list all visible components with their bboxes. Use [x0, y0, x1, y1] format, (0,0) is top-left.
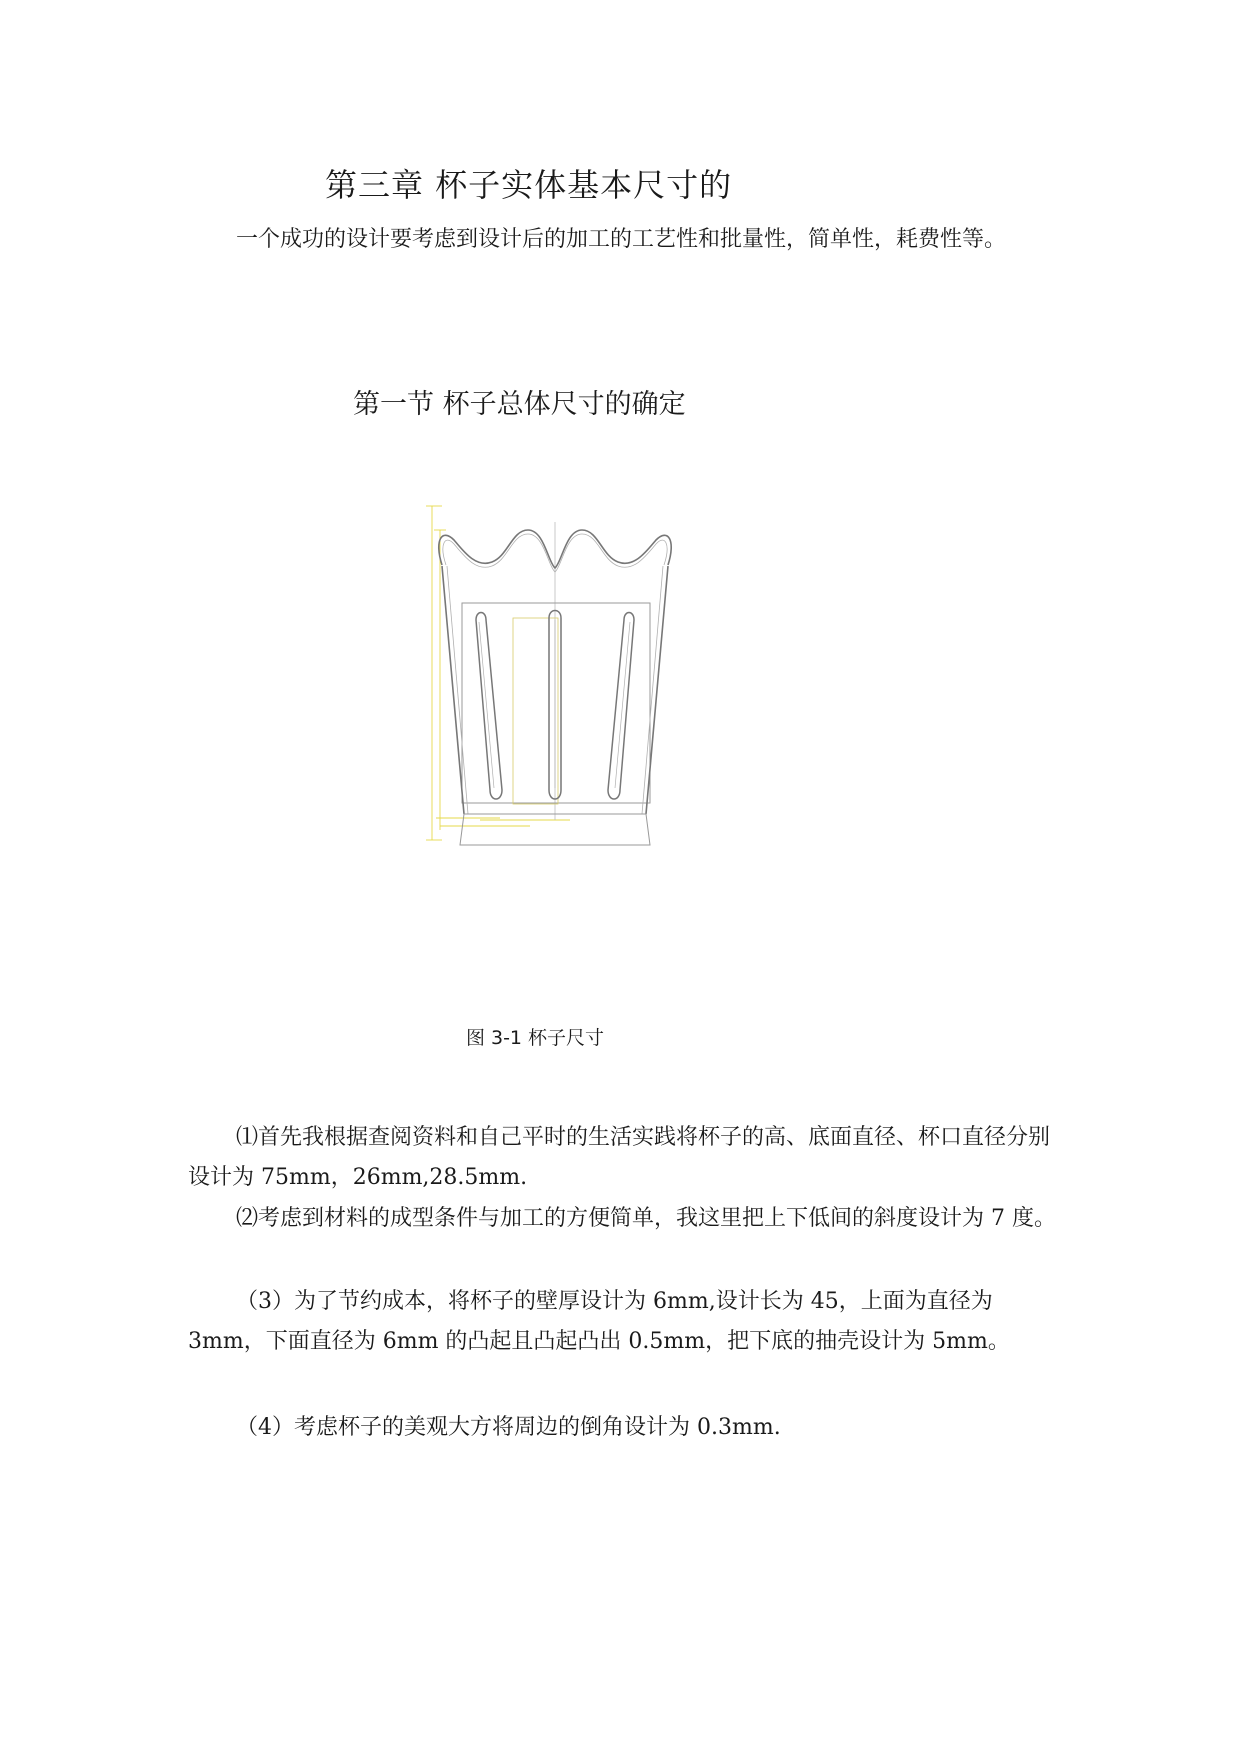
paragraph-3: （3）为了节约成本，将杯子的壁厚设计为 6mm,设计长为 45，上面为直径为 3mm，下面直径为 6mm 的凸起且凸起凸出 0.5mm，把下底的抽壳设计为 5mm。 — [188, 1289, 1010, 1354]
intro-paragraph: 一个成功的设计要考虑到设计后的加工的工艺性和批量性，简单性，耗费性等。 — [236, 227, 1007, 252]
section-title: 第一节 杯子总体尺寸的确定 — [353, 389, 686, 420]
paragraph-2: ⑵考虑到材料的成型条件与加工的方便简单，我这里把上下低间的斜度设计为 7 度。 — [236, 1206, 1056, 1231]
inner-rect-small — [513, 618, 558, 804]
rib-left — [476, 613, 502, 800]
cup-drawing — [420, 500, 690, 860]
paragraph-4: （4）考虑杯子的美观大方将周边的倒角设计为 0.3mm. — [236, 1415, 781, 1440]
paragraph-1: ⑴首先我根据查阅资料和自己平时的生活实践将杯子的高、底面直径、杯口直径分别设计为 75mm，26mm,28.5mm. — [188, 1125, 1051, 1190]
left-wall — [442, 566, 464, 814]
rib-right — [608, 613, 634, 800]
chapter-title: 第三章 杯子实体基本尺寸的 — [325, 166, 733, 204]
figure-caption: 图 3-1 杯子尺寸 — [465, 1027, 605, 1049]
